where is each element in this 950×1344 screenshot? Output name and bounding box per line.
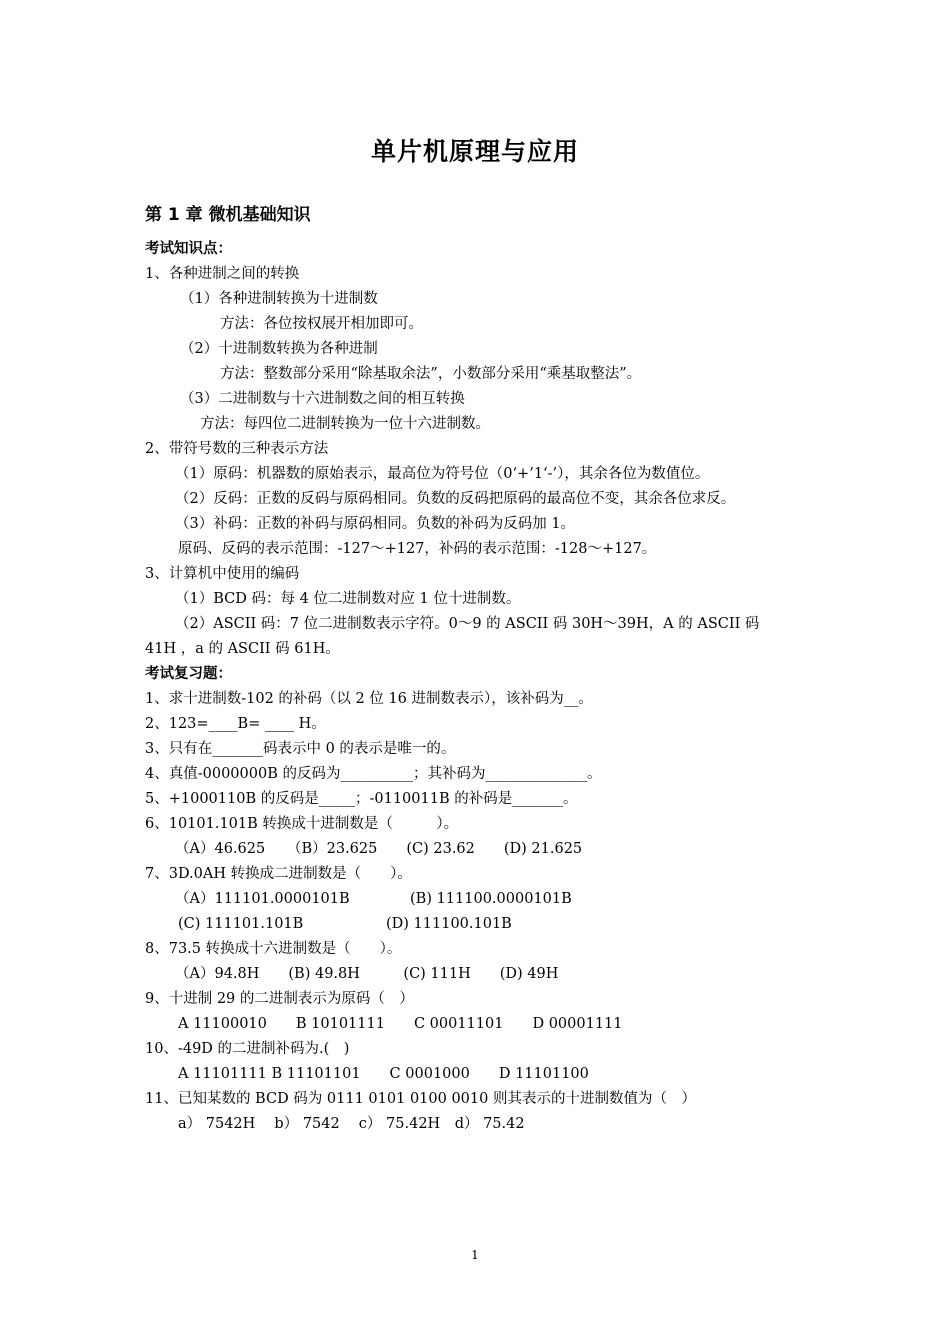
knowledge-subitem: （3）二进制数与十六进制数之间的相互转换	[180, 391, 465, 407]
knowledge-subitem: （2）ASCII 码：7 位二进制数表示字符。0～9 的 ASCII 码 30H～39H，A 的 ASCII 码	[175, 616, 760, 632]
knowledge-subitem: （1）BCD 码：每 4 位二进制数对应 1 位十进制数。	[175, 591, 521, 607]
knowledge-method: 方法：每四位二进制转换为一位十六进制数。	[200, 416, 490, 432]
question: 11、已知某数的 BCD 码为 0111 0101 0100 0010 则其表示的十进制数值为（ ）	[145, 1091, 696, 1107]
question: 10、-49D 的二进制补码为.( )	[145, 1041, 350, 1057]
option-c: (C) 111101.101B	[178, 916, 304, 932]
question-options: A 11101111 B 11101101 C 0001000 D 11101100	[178, 1066, 589, 1082]
knowledge-heading: 考试知识点：	[145, 241, 232, 257]
question: 4、真值-0000000B 的反码为__________；其补码为______________。	[145, 766, 602, 782]
page-number: 1	[471, 1248, 479, 1262]
chapter-heading: 第 1 章 微机基础知识	[145, 205, 311, 225]
knowledge-subitem: （1）各种进制转换为十进制数	[180, 291, 378, 307]
knowledge-item: 1、各种进制之间的转换	[145, 266, 300, 282]
question: 9、十进制 29 的二进制表示为原码（ ）	[145, 991, 414, 1007]
knowledge-continuation: 41H ，a 的 ASCII 码 61H。	[145, 641, 340, 657]
option-b: (B) 111100.0000101B	[410, 891, 572, 907]
knowledge-method: 方法：各位按权展开相加即可。	[220, 316, 423, 332]
question-options: A 11100010 B 10101111 C 00011101 D 00001111	[178, 1016, 623, 1032]
question: 5、+1000110B 的反码是_____；-0110011B 的补码是_______。	[145, 791, 578, 807]
knowledge-item: 3、计算机中使用的编码	[145, 566, 300, 582]
question: 6、10101.101B 转换成十进制数是（ ）。	[145, 816, 459, 832]
knowledge-range: 原码、反码的表示范围：-127～+127，补码的表示范围：-128～+127。	[178, 541, 657, 557]
document-title: 单片机原理与应用	[370, 137, 579, 166]
question: 1、求十进制数-102 的补码（以 2 位 16 进制数表示），该补码为__。	[145, 691, 593, 707]
knowledge-subitem: （2）反码：正数的反码与原码相同。负数的反码把原码的最高位不变，其余各位求反。	[175, 491, 736, 507]
knowledge-subitem: （2）十进制数转换为各种进制	[180, 341, 378, 357]
question-options: （A）46.625 （B）23.625 (C) 23.62 (D) 21.625	[175, 841, 583, 857]
knowledge-item: 2、带符号数的三种表示方法	[145, 441, 329, 457]
option-a: （A）111101.0000101B	[175, 891, 350, 907]
knowledge-subitem: （1）原码：机器数的原始表示，最高位为符号位（0‘+’1‘-’），其余各位为数值位。	[175, 466, 710, 482]
question-options: （A）94.8H (B) 49.8H (C) 111H (D) 49H	[175, 966, 559, 982]
question: 3、只有在_______码表示中 0 的表示是唯一的。	[145, 741, 456, 757]
review-heading: 考试复习题：	[145, 666, 232, 682]
question: 2、123=____B= ____ H。	[145, 716, 326, 732]
option-d: (D) 111100.101B	[386, 916, 512, 932]
question: 8、73.5 转换成十六进制数是（ ）。	[145, 941, 402, 957]
knowledge-method: 方法：整数部分采用“除基取余法”，小数部分采用“乘基取整法”。	[220, 366, 642, 382]
question: 7、3D.0AH 转换成二进制数是（ ）。	[145, 866, 412, 882]
question-options: a） 7542H b） 7542 c） 75.42H d） 75.42	[178, 1116, 525, 1132]
knowledge-subitem: （3）补码：正数的补码与原码相同。负数的补码为反码加 1。	[175, 516, 576, 532]
